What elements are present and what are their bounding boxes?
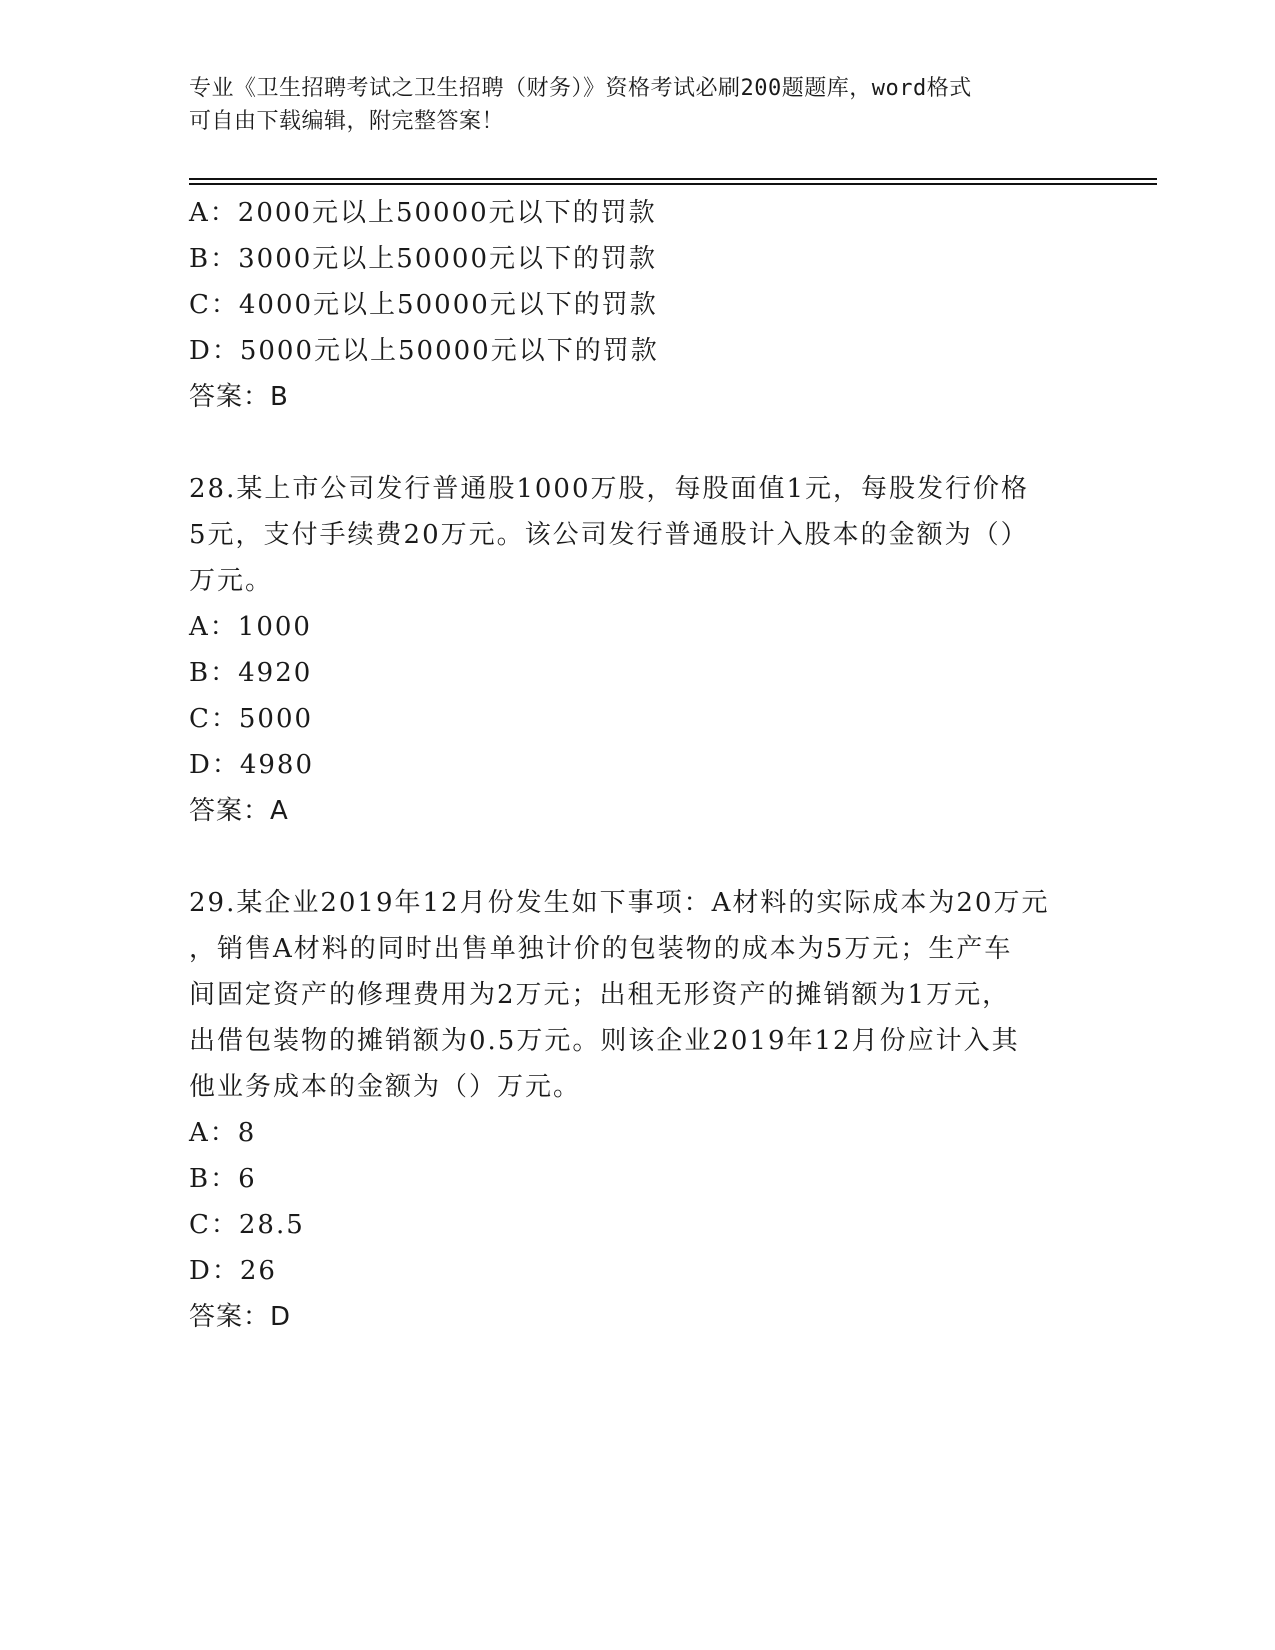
question-27-block (189, 190, 1089, 420)
question-29-block (189, 880, 1089, 1340)
header-title-line-2: 可自由下载编辑，附完整答案！ (189, 109, 505, 134)
spacer (189, 420, 1089, 466)
question-text-line: 29.某企业2019年12月份发生如下事项：A材料的实际成本为20万元 (189, 888, 1050, 918)
option-c: C：5000 (189, 704, 314, 734)
question-text-line: 间固定资产的修理费用为2万元；出租无形资产的摊销额为1万元， (189, 980, 1011, 1010)
option-b: B：6 (189, 1164, 257, 1194)
option-b: B：3000元以上50000元以下的罚款 (189, 244, 657, 274)
option-a: A：2000元以上50000元以下的罚款 (189, 198, 657, 228)
answer-line: 答案：B (189, 382, 289, 412)
option-c: C：28.5 (189, 1210, 305, 1240)
answer-line: 答案：A (189, 796, 289, 826)
option-c: C：4000元以上50000元以下的罚款 (189, 290, 658, 320)
question-text-line: 出借包装物的摊销额为0.5万元。则该企业2019年12月份应计入其 (189, 1026, 1020, 1056)
question-text-line: 28.某上市公司发行普通股1000万股，每股面值1元，每股发行价格 (189, 474, 1030, 504)
question-text-line: 万元。 (189, 566, 274, 596)
option-b: B：4920 (189, 658, 313, 688)
header-divider-bottom (189, 183, 1157, 185)
document-header (189, 72, 1089, 138)
option-d: D：5000元以上50000元以下的罚款 (189, 336, 659, 366)
question-text-line: 5元，支付手续费20万元。该公司发行普通股计入股本的金额为（） (189, 520, 1029, 550)
spacer (189, 834, 1089, 880)
option-d: D：4980 (189, 750, 315, 780)
question-text-line: ，销售A材料的同时出售单独计价的包装物的成本为5万元；生产车 (189, 934, 1013, 964)
option-a: A：1000 (189, 612, 312, 642)
header-title-line-1: 专业《卫生招聘考试之卫生招聘（财务）》资格考试必刷200题题库，word格式 (189, 76, 972, 101)
option-a: A：8 (189, 1118, 257, 1148)
question-text-line: 他业务成本的金额为（）万元。 (189, 1072, 582, 1102)
option-d: D：26 (189, 1256, 277, 1286)
question-28-block (189, 466, 1089, 834)
header-divider-top (189, 178, 1157, 180)
document-body (189, 190, 1089, 1340)
answer-line: 答案：D (189, 1302, 292, 1332)
